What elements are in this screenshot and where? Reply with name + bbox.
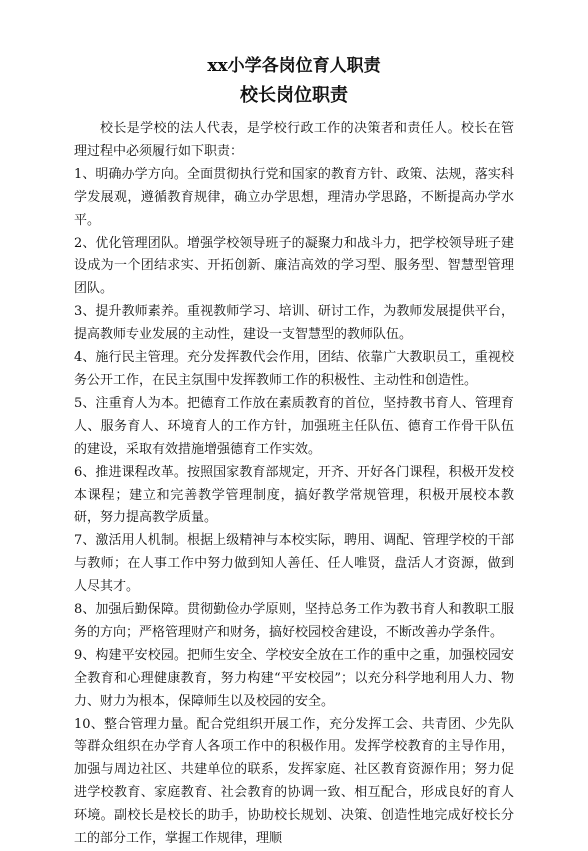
duty-item-1: 1、明确办学方向。全面贯彻执行党和国家的教育方针、政策、法规，落实科学发展观，遵循教育规律，确立办学思想，理清办学思路，不断提高办学水平。 (74, 166, 514, 228)
document-title: xx小学各岗位育人职责 (207, 56, 381, 76)
document-subtitle: 校长岗位职责 (240, 85, 348, 106)
duty-item-8: 8、加强后勤保障。贯彻勤俭办学原则，坚持总务工作为教书育人和教职工服务的方向；严格管理财产和财务，搞好校园校舍建设，不断改善办学条件。 (74, 602, 514, 640)
duty-item-2: 2、优化管理团队。增强学校领导班子的凝聚力和战斗力，把学校领导班子建设成为一个团结求实、开拓创新、廉洁高效的学习型、服务型、智慧型管理团队。 (74, 235, 514, 297)
duty-item-6: 6、推进课程改革。按照国家教育部规定，开齐、开好各门课程，积极开发校本课程；建立和完善教学管理制度，搞好教学常规管理，积极开展校本教研，努力提高教学质量。 (74, 464, 514, 526)
duty-item-3: 3、提升教师素养。重视教师学习、培训、研讨工作，为教师发展提供平台，提高教师专业发展的主动性，建设一支智慧型的教师队伍。 (74, 304, 514, 343)
duty-item-9: 9、构建平安校园。把师生安全、学校安全放在工作的重中之重，加强校园安全教育和心理健康教育，努力构建“平安校园”；以充分科学地利用人力、物力、财力为根本，保障师生以及校园的安全。 (74, 647, 514, 709)
intro-paragraph: 校长是学校的法人代表，是学校行政工作的决策者和责任人。校长在管理过程中必须履行如下职责： (74, 121, 514, 159)
duty-item-4: 4、施行民主管理。充分发挥教代会作用，团结、依靠广大教职员工，重视校务公开工作，在民主氛围中发挥教师工作的积极性、主动性和创造性。 (74, 350, 514, 388)
duty-item-5: 5、注重育人为本。把德育工作放在素质教育的首位，坚持教书育人、管理育人、服务育人、环境育人的工作方针，加强班主任队伍、德育工作骨干队伍的建设，采取有效措施增强德育工作实效。 (74, 395, 514, 457)
duty-item-10: 10、整合管理力量。配合党组织开展工作，充分发挥工会、共青团、少先队等群众组织在办学育人各项工作中的积极作用。发挥学校教育的主导作用，加强与周边社区、共建单位的联系，发挥家庭、社区教育资源作用；努力促进学校教育、家庭教育、社会教育的协调一致、相互配合，形成良好的育人环境。副校长是校长的助手，协助校长规划、决策、创造性地完成好校长分工的部分工作，掌握工作规律，理顺 (74, 716, 514, 847)
duty-item-7: 7、激活用人机制。根据上级精神与本校实际，聘用、调配、管理学校的干部与教师；在人事工作中努力做到知人善任、任人唯贤，盘活人才资源，做到人尽其才。 (74, 533, 514, 595)
document-body (74, 118, 514, 851)
